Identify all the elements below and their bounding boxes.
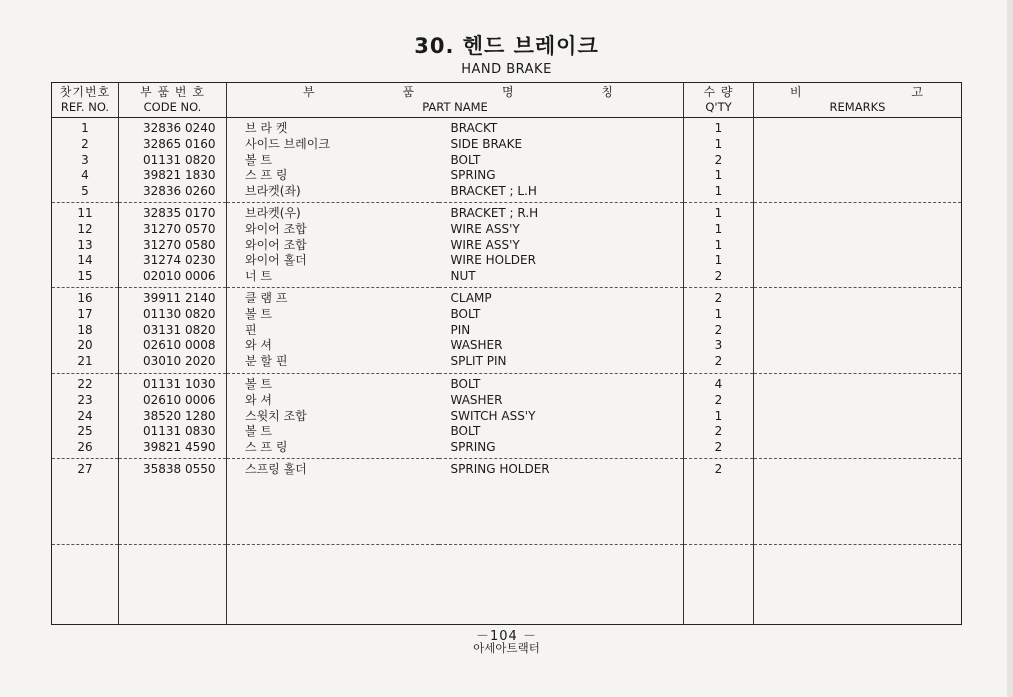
ref-cell (52, 288, 119, 374)
table-row-eng: BRACKET ; R.H (450, 206, 539, 220)
table-row-qty: 1 (714, 237, 723, 252)
table-row-ref: 22 (77, 377, 93, 391)
table-row-kor: 분 할 핀 (245, 354, 288, 369)
table-row-kor: 와이어 조합 (245, 221, 307, 236)
table-row-code: 38520 1280 (143, 408, 216, 423)
table-row-qty: 1 (714, 168, 723, 183)
parts-group (52, 203, 962, 288)
table-row-eng: SPRING (450, 440, 496, 455)
kor-name-cell (227, 374, 439, 459)
header-code-eng: CODE NO. (143, 100, 202, 114)
table-row-kor: 와 셔 (245, 392, 272, 407)
qty-cell (684, 203, 754, 288)
header-remarks-kor-1: 비 (790, 85, 802, 99)
ref-cell (52, 374, 119, 459)
table-row-code: 39821 4590 (143, 440, 216, 455)
table-row-kor: 스프링 홀더 (245, 462, 307, 476)
page-edge (1007, 0, 1013, 697)
table-row-kor: 와 셔 (245, 338, 272, 353)
header-qty (684, 83, 754, 118)
table-row-eng: BOLT (450, 306, 481, 321)
table-row-qty: 1 (714, 253, 723, 268)
table-row-eng: NUT (450, 269, 476, 284)
header-remarks-kor-2: 고 (911, 85, 923, 99)
header-remarks-kor (754, 85, 961, 100)
table-row-ref: 2 (81, 136, 89, 151)
table-row-kor: 브 라 켓 (245, 121, 288, 135)
table-row-code: 32836 0260 (143, 184, 216, 199)
filler-cell (227, 545, 439, 625)
brand-name: 아세아트랙터 (473, 641, 540, 655)
qty-cell (684, 459, 754, 545)
table-row-qty: 2 (714, 440, 723, 455)
table-row-eng: BOLT (450, 424, 481, 439)
remarks-cell (754, 118, 962, 203)
table-row-kor: 브라켓(우) (245, 206, 301, 220)
table-row-eng: BRACKT (450, 121, 498, 135)
table-row-qty: 2 (714, 291, 723, 305)
remarks-cell (754, 374, 962, 459)
page-number: －104 － (476, 629, 537, 644)
table-row-qty: 1 (714, 206, 723, 220)
header-code-kor: 부 품 번 호 (140, 85, 205, 99)
filler-cell (439, 545, 684, 625)
filler-cell (684, 545, 754, 625)
table-row-kor: 너 트 (245, 269, 272, 284)
table-row-ref: 4 (81, 168, 89, 183)
remarks-cell (754, 203, 962, 288)
table-row-ref: 18 (77, 322, 93, 337)
table-row-kor: 핀 (245, 322, 257, 337)
table-row-qty: 4 (714, 377, 723, 391)
table-row-kor: 볼 트 (245, 424, 272, 439)
header-partname-kor-4: 칭 (601, 85, 613, 99)
table-row-qty: 2 (714, 269, 723, 284)
table-row-ref: 26 (77, 440, 93, 455)
ref-cell (52, 459, 119, 545)
code-cell (119, 459, 227, 545)
header-ref (52, 83, 119, 118)
table-row-eng: CLAMP (450, 291, 492, 305)
table-row-ref: 12 (77, 221, 93, 236)
parts-group (52, 118, 962, 203)
table-row-ref: 3 (81, 152, 89, 167)
header-partname-eng: PART NAME (422, 100, 488, 114)
header-qty-eng: Q'TY (705, 100, 732, 114)
parts-group (52, 459, 962, 545)
table-row-eng: SPRING HOLDER (450, 462, 550, 476)
table-row-ref: 24 (77, 408, 93, 423)
eng-name-cell (439, 374, 684, 459)
table-row-ref: 17 (77, 306, 93, 321)
table-row-code: 32835 0170 (143, 206, 216, 220)
table-row-ref: 25 (77, 424, 93, 439)
header-partname-kor-2: 품 (402, 85, 415, 99)
code-cell (119, 374, 227, 459)
table-row-eng: WIRE ASS'Y (450, 237, 520, 252)
filler-row (52, 545, 962, 625)
page-subtitle: HAND BRAKE (461, 62, 552, 77)
header-ref-eng: REF. NO. (60, 100, 110, 114)
ref-cell (52, 203, 119, 288)
table-row-eng: SIDE BRAKE (450, 136, 523, 151)
kor-name-cell (227, 203, 439, 288)
table-row-ref: 20 (77, 338, 93, 353)
table-row-eng: WIRE ASS'Y (450, 221, 520, 236)
code-cell (119, 288, 227, 374)
table-row-kor: 스윗치 조합 (245, 408, 307, 423)
table-row-code: 01131 1030 (143, 377, 216, 391)
table-row-kor: 브라켓(좌) (245, 184, 301, 199)
table-row-code: 01131 0830 (143, 424, 216, 439)
table-row-eng: WASHER (450, 392, 503, 407)
table-row-code: 03131 0820 (143, 322, 216, 337)
table-row-kor: 사이드 브레이크 (245, 136, 330, 151)
filler-cell (52, 545, 119, 625)
qty-cell (684, 374, 754, 459)
table-row-eng: SPLIT PIN (450, 354, 507, 369)
table-row-kor: 볼 트 (245, 152, 272, 167)
table-row-eng: BOLT (450, 377, 481, 391)
table-row-eng: SWITCH ASS'Y (450, 408, 536, 423)
table-row-code: 03010 2020 (143, 354, 216, 369)
header-ref-kor: 찻기번호 (59, 85, 111, 99)
page-title: 30. 헨드 브레이크 (414, 34, 599, 58)
remarks-cell (754, 288, 962, 374)
table-row-kor: 클 램 프 (245, 291, 288, 305)
table-row-code: 31270 0580 (143, 237, 216, 252)
eng-name-cell (439, 459, 684, 545)
table-row-code: 31274 0230 (143, 253, 216, 268)
table-row-code: 35838 0550 (143, 462, 216, 476)
table-row-qty: 3 (714, 338, 723, 353)
eng-name-cell (439, 203, 684, 288)
header-row (52, 83, 962, 118)
table-row-qty: 2 (714, 354, 723, 369)
table-row-code: 02010 0006 (143, 269, 216, 284)
qty-cell (684, 118, 754, 203)
table-row-code: 39821 1830 (143, 168, 216, 183)
table-row-kor: 스 프 링 (245, 440, 288, 455)
table-row-ref: 13 (77, 237, 93, 252)
table-row-ref: 5 (81, 184, 89, 199)
table-row-code: 02610 0006 (143, 392, 216, 407)
table-row-ref: 21 (77, 354, 93, 369)
code-cell (119, 203, 227, 288)
table-row-qty: 1 (714, 121, 723, 135)
header-partname-kor-1: 부 (303, 85, 315, 99)
table-row-eng: BOLT (450, 152, 481, 167)
header-remarks-eng: REMARKS (829, 100, 886, 114)
table-row-kor: 스 프 링 (245, 168, 288, 183)
table-row-qty: 1 (714, 306, 723, 321)
table-row-ref: 23 (77, 392, 93, 407)
table-row-code: 01130 0820 (143, 306, 216, 321)
table-row-ref: 16 (77, 291, 93, 305)
eng-name-cell (439, 288, 684, 374)
table-row-ref: 11 (77, 206, 93, 220)
table-row-qty: 2 (714, 424, 723, 439)
table-row-qty: 2 (714, 322, 723, 337)
remarks-cell (754, 459, 962, 545)
table-row-code: 32865 0160 (143, 136, 216, 151)
code-cell (119, 118, 227, 203)
table-row-kor: 와이어 조합 (245, 237, 307, 252)
kor-name-cell (227, 459, 439, 545)
parts-table (51, 82, 962, 625)
kor-name-cell (227, 288, 439, 374)
filler-cell (119, 545, 227, 625)
kor-name-cell (227, 118, 439, 203)
header-partname (227, 83, 684, 118)
table-row-code: 01131 0820 (143, 152, 216, 167)
header-partname-kor-3: 명 (501, 85, 514, 99)
table-row-qty: 1 (714, 408, 723, 423)
table-row-ref: 1 (81, 121, 89, 135)
table-row-qty: 2 (714, 392, 723, 407)
table-row-ref: 27 (77, 462, 93, 476)
table-row-qty: 1 (714, 221, 723, 236)
table-row-code: 02610 0008 (143, 338, 216, 353)
ref-cell (52, 118, 119, 203)
table-row-eng: WASHER (450, 338, 503, 353)
table-row-code: 39911 2140 (143, 291, 216, 305)
table-row-code: 32836 0240 (143, 121, 216, 135)
table-row-kor: 볼 트 (245, 377, 272, 391)
eng-name-cell (439, 118, 684, 203)
parts-body (52, 118, 962, 625)
header-qty-kor: 수 량 (703, 85, 734, 99)
table-row-kor: 와이어 홀더 (245, 253, 307, 268)
table-row-qty: 2 (714, 462, 723, 476)
header-code (119, 83, 227, 118)
parts-group (52, 374, 962, 459)
table-row-ref: 15 (77, 269, 93, 284)
table-row-ref: 14 (77, 253, 93, 268)
table-row-eng: SPRING (450, 168, 496, 183)
header-remarks (754, 83, 962, 118)
parts-group (52, 288, 962, 374)
table-row-kor: 볼 트 (245, 306, 272, 321)
table-row-eng: WIRE HOLDER (450, 253, 536, 268)
table-row-code: 31270 0570 (143, 221, 216, 236)
table-row-qty: 1 (714, 184, 723, 199)
table-row-qty: 2 (714, 152, 723, 167)
header-partname-kor (227, 85, 683, 100)
table-row-eng: PIN (450, 322, 471, 337)
table-row-eng: BRACKET ; L.H (450, 184, 537, 199)
table-row-qty: 1 (714, 136, 723, 151)
filler-cell (754, 545, 962, 625)
qty-cell (684, 288, 754, 374)
